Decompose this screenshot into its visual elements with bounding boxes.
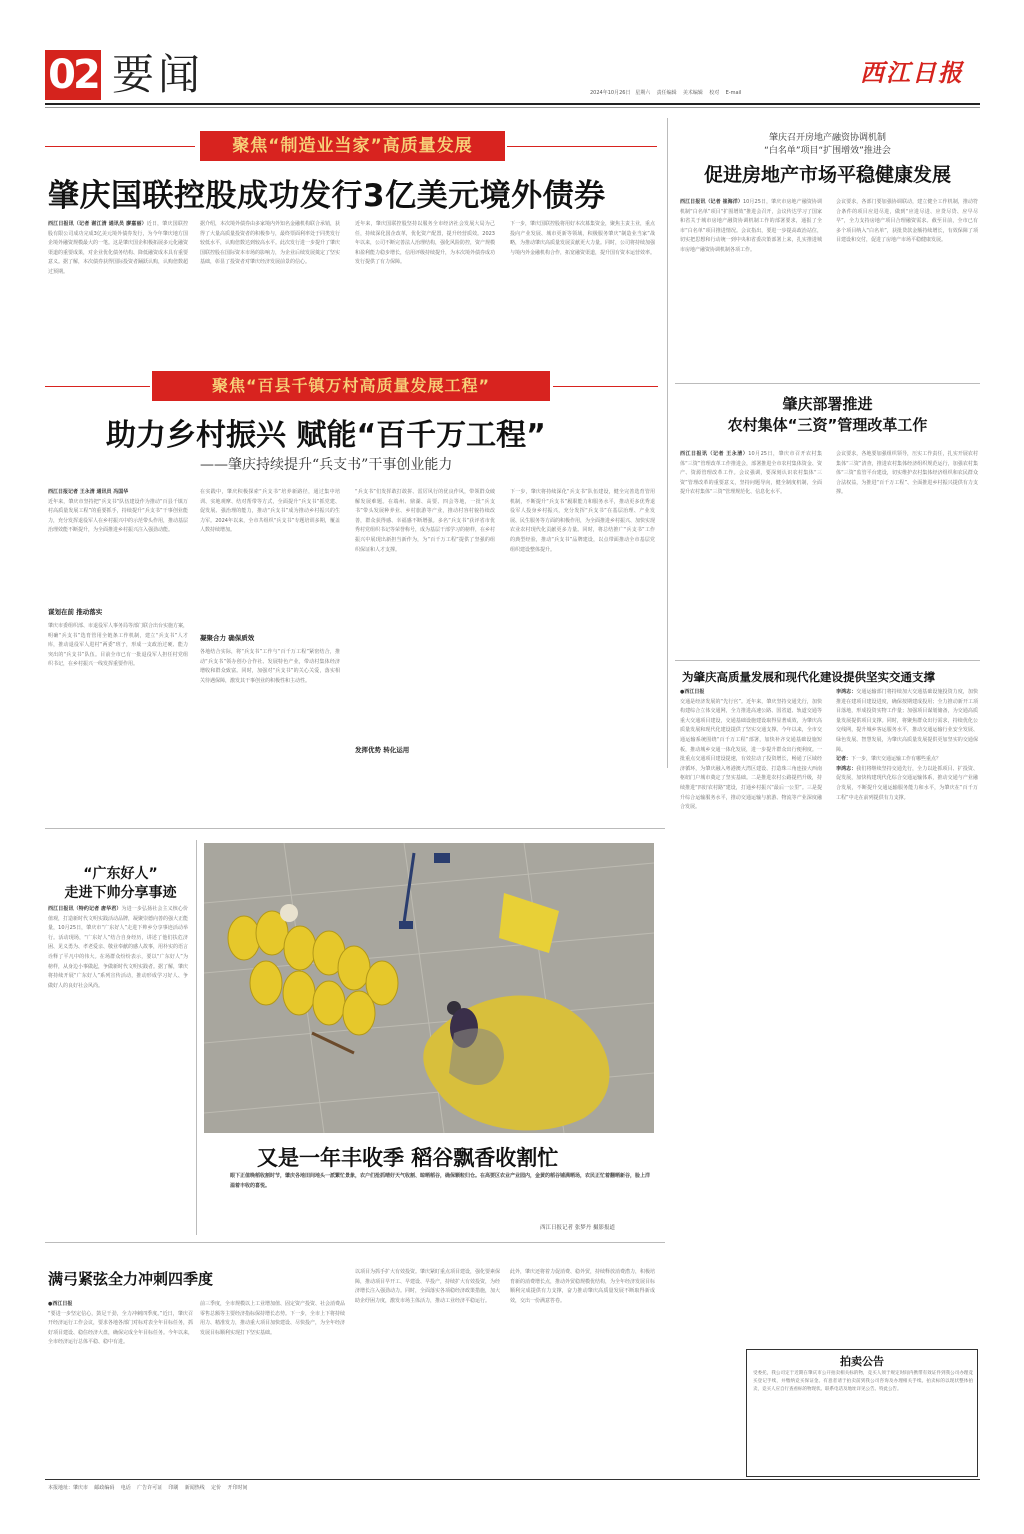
mid-story-col-1b: 肇庆市委组织部、市退役军人事务局等部门联合出台实施方案，明确“兵支书”选育管用全链条工作机制，建立“兵支书”人才库，推动退役军人进村“两委”班子，形成一支政治过硬、能力突出的“兵支书”队伍。目前全市已有一批退役军人担任村党组织书记，在乡村振兴一线发挥重要作用。 bbox=[48, 623, 188, 668]
mid-story-headline: 助力乡村振兴 赋能“百千万工程” bbox=[106, 418, 546, 453]
harvest-photo bbox=[204, 843, 654, 1133]
mid-section-3: 发挥优势 转化运用 bbox=[355, 746, 410, 754]
newspaper-logo: 西江日报 bbox=[860, 58, 964, 87]
top-right-kicker: 肇庆召开房地产融资协调机制 bbox=[768, 133, 886, 143]
bottom-story-col-1: ●西江日报 “要进一步坚定信心，鼓足干劲，全力冲刺四季度。”近日，肇庆召开经济运行工作会议，要求各地各部门对标对表全年目标任务，抓好项目建设、稳住经济大盘，确保完成全年目标任务。今年以来，全市经济运行总体平稳、稳中有进。 bbox=[48, 1301, 193, 1346]
right-divider-1 bbox=[675, 383, 980, 384]
mid-section-1: 谋划在前 推动落实 bbox=[48, 608, 103, 616]
right-story2-col-2: 会议要求，各地要加强组织领导，压实工作责任，扎实开展农村集体“三资”清查，推进农村集体经济组织规范运行，加强农村集体“三资”监管平台建设，切实维护农村集体经济组织和农民群众合法权益，为推进“百千万工程”、全面推进乡村振兴提供有力支撑。 bbox=[836, 451, 978, 496]
footer-line: 本报地址：肇庆市 邮政编码 电话 广告许可证 印刷 新闻热线 定价 开印时间 bbox=[48, 1485, 248, 1491]
right-story3-col-2: 李鸿志：交通运输部门将持续加大交通基础设施投资力度，加快推进在建项目建设进度，确保按期建成投用；全力推动新开工项目落地，形成投资实物工作量；加强项目谋划储备，为交通高质量发展提供项目支撑。同时，将聚焦群众出行需求，持续优化公交线网，提升城乡客运服务水平，推动交通运输行业安全发展、绿色发展、智慧发展，为肇庆高质量发展提供更加坚实的交通保障。 记者：下一步，肇庆交通运输工作有哪些重点？ 李鸿志：我们将继续坚持交通先行，全力以赴抓项目、扩投资、促发展，加快构建现代化综合交通运输体系，推动交通与产业融合发展，不断提升交通运输服务能力和水平，为肇庆在“百千万工程”中走在前列提供有力支撑。 bbox=[836, 689, 978, 801]
right-story3-headline: 为肇庆高质量发展和现代化建设提供坚实交通支撑 bbox=[682, 670, 935, 684]
mid-story-col-2b: 各地结合实际，将“兵支书”工作与“百千万工程”紧密结合，推动“兵支书”领办创办合作社、发展特色产业，带动村集体经济增收和群众致富。同时，加强对“兵支书”的关心关爱，落实相关待遇保障，激发其干事创业的积极性和主动性。 bbox=[200, 649, 340, 684]
column-divider bbox=[667, 118, 668, 768]
left-story-headline-2: 走进下帅分享事迹 bbox=[64, 885, 177, 901]
bottom-story-col-4: 此外，肇庆还将着力促消费、稳外贸，持续释放消费潜力，积极培育新的消费增长点，推动外贸稳规模优结构，为全年经济发展目标顺利完成提供有力支撑，奋力推动肇庆高质量发展不断取得新成效，交出一份满意答卷。 bbox=[510, 1269, 655, 1304]
banner2-rule-right bbox=[553, 386, 658, 387]
photo-caption: 眼下正值晚稻收割时节，肇庆各地田间地头一派繁忙景象，农户们抢抓晴好天气收割、晾晒稻谷，确保颗粒归仓。在高要区农业产业园内，金黄的稻谷铺满晒场，农民正忙着翻晒新谷，脸上洋溢着丰收的喜悦。 bbox=[230, 1173, 650, 1189]
mid-story-col-2: 在实践中，肇庆积极探索“兵支书”培养新路径，通过集中培训、实地观摩、结对帮带等方式，全面提升“兵支书”抓党建、促发展、强治理的能力，推动“兵支书”成为推动乡村振兴的生力军。2024年以来，全市共组织“兵支书”专题培训多期，覆盖人数持续增加。 bbox=[200, 489, 340, 534]
top-story-col-3: 近年来，肇庆国联控股坚持以服务全市经济社会发展大局为己任，持续深化国企改革，优化资产配置，提升经营质效。2023年以来，公司不断完善法人治理结构，强化风险防控，资产规模和盈利能力稳步增长，信用评级持续提升，为本次境外债券成功发行提供了有力保障。 bbox=[355, 221, 495, 266]
right-story2-headline-1: 肇庆部署推进 bbox=[782, 395, 873, 413]
top-story-col-1: 西江日报讯（记者 谢江清 通讯员 廖嘉丽）近日，肇庆国联控股有限公司成功完成3亿美元境外债券发行，为今年肇庆地方国企境外融资规模最大的一笔。这是肇庆国企积极拓展多元化融资渠道的重要成果，对企业优化债务结构、降低融资成本具有重要意义。据了解，本次债券获得国际投资者踊跃认购，认购倍数超过预期。 bbox=[48, 221, 188, 275]
mid-divider bbox=[45, 828, 665, 829]
mid-section-2: 凝聚合力 确保质效 bbox=[200, 634, 255, 642]
bottom-story-col-3: 以项目为抓手扩大有效投资。肇庆紧盯重点项目建设，强化要素保障，推动项目早开工、早建设、早投产，持续扩大有效投资，为经济增长注入强劲动力。同时，全面落实各项稳经济政策措施，加大助企纾困力度，激发市场主体活力，推动工业经济平稳运行。 bbox=[355, 1269, 500, 1304]
mid-story-subhead: ——肇庆持续提升“兵支书”干事创业能力 bbox=[200, 457, 453, 473]
mid-story-banner: 聚焦“百县千镇万村高质量发展工程” bbox=[152, 371, 550, 401]
header-rule bbox=[45, 103, 980, 105]
left-story-body: 西江日报讯（特约记者 唐华君）为进一步弘扬社会主义核心价值观，打造新时代文明实践活动品牌，凝聚崇德向善的强大正能量，10月25日，肇庆市“广东好人”走进下帅乡分享事迹活动举行。活动现场，“广东好人”结合自身经历，讲述了他们扶危济困、见义勇为、孝老爱亲、敬业奉献的感人故事，用朴实的语言诠释了平凡中的伟大。在场群众纷纷表示，要以“广东好人”为榜样，从身边小事做起，争做新时代文明实践者。据了解，肇庆将持续开展“广东好人”系列宣传活动，推动形成学习好人、争做好人的良好社会风尚。 bbox=[48, 906, 188, 989]
top-story-headline: 肇庆国联控股成功发行3亿美元境外债券 bbox=[48, 178, 606, 214]
header-rule-thin bbox=[45, 107, 980, 108]
page-number: 02 bbox=[45, 50, 101, 100]
right-story2-headline-2: 农村集体“三资”管理改革工作 bbox=[727, 416, 928, 434]
mid-story-col-1: 西江日报记者 王永清 通讯员 冯国华 近年来，肇庆市坚持把“兵支书”队伍建设作为推动“百县千镇万村高质量发展工程”的重要抓手，持续提升“兵支书”干事创业能力，充分发挥退役军人在乡村振兴中的示范带头作用，推动基层治理效能不断提升，为全面推进乡村振兴注入强劲动能。 bbox=[48, 489, 188, 534]
bottom-story-col-2: 前三季度，全市规模以上工业增加值、固定资产投资、社会消费品零售总额等主要经济指标保持增长态势。下一步，全市上下将持续用力、精准发力，推动重大项目加快建设、尽快投产，为全年经济发展目标顺利实现打下坚实基础。 bbox=[200, 1301, 345, 1336]
banner-rule-right bbox=[507, 146, 657, 147]
photo-credit: 西江日报记者 张梦丹 摄影报道 bbox=[540, 1225, 615, 1231]
right-story3-col-1: ●西江日报 交通是经济发展的“先行官”。近年来，肇庆坚持交通先行，加快构建综合立体交通网，全力推进高速公路、国省道、轨道交通等重大交通项目建设，交通基础设施建设取得显著成效，为肇庆高质量发展和现代化建设提供了坚实交通支撑。今年以来，全市交通运输系统围绕“百千万工程”部署，加快补齐交通基础设施短板，推动城乡交通一体化发展，进一步提升群众出行便利度。一批重点交通项目建设提速，有效拉动了投资增长，畅通了区域经济循环，为肇庆融入粤港澳大湾区建设、打造珠三角连接大西南枢纽门户城市奠定了坚实基础。二是推进农村公路提档升级，持续推进“四好农村路”建设，打通乡村振兴“最后一公里”。三是提升综合运输服务水平，推动交通运输与旅游、物流等产业深度融合发展。 bbox=[680, 689, 822, 811]
left-story-divider bbox=[196, 840, 197, 1235]
auction-notice-box bbox=[746, 1349, 978, 1477]
mid-story-col-4: 下一步，肇庆将持续深化“兵支书”队伍建设，健全完善选育管用机制，不断提升“兵支书”履职能力和服务水平，推动更多优秀退役军人投身乡村振兴，充分发挥“兵支书”在基层治理、产业发展、民生服务等方面的积极作用，为全面推进乡村振兴、加快实现农业农村现代化贡献更多力量。同时，将总结推广“兵支书”工作的典型经验，推动“兵支书”品牌建设，以点带面推动全市基层党组织建设整体提升。 bbox=[510, 489, 655, 553]
top-right-headline: 促进房地产市场平稳健康发展 bbox=[703, 164, 951, 186]
bottom-divider bbox=[45, 1242, 665, 1243]
mid-story-col-3: “兵支书”们发挥敢打敢拼、雷厉风行的优良作风，带领群众破解发展难题。在端州、鼎湖、高要、四会等地，一批“兵支书”带头发展种养业、乡村旅游等产业，推动村容村貌持续改善，群众获得感、幸福感不断增强。多名“兵支书”获评省市优秀村党组织书记等荣誉称号，成为基层干部学习的榜样，在乡村振兴中展现出新担当新作为，为“百千万工程”提供了坚强的组织保证和人才支撑。 bbox=[355, 489, 495, 553]
top-right-col-2: 会议要求，各部门要加强协调联动，建立健全工作机制，推动符合条件的项目应进尽进，做到“应进尽进、应贷尽贷、应早尽早”，全力支持房地产项目合理融资需求。截至目前，全市已有多个项目纳入“白名单”，获批贷款金额持续增长，有效保障了项目建设和交付，促进了房地产市场平稳健康发展。 bbox=[836, 199, 978, 244]
top-story-col-4: 下一步，肇庆国联控股将用好本次募集资金，聚焦主责主业，重点投向产业发展、城市更新等领域，积极服务肇庆“制造业当家”战略，为推动肇庆高质量发展贡献更大力量。同时，公司将持续加强与境内外金融机构合作，拓宽融资渠道，提升国有资本运营效率。 bbox=[510, 221, 655, 256]
footer-rule bbox=[45, 1479, 980, 1480]
right-story2-col-1: 西江日报讯（记者 王永清）10月25日，肇庆市召开农村集体“三资”管理改革工作推进会，部署推进全市农村集体资金、资产、资源管理改革工作。会议强调，要深刻认识农村集体“三资”管理改革的重要意义，坚持问题导向，健全制度机制，全面提升农村集体“三资”管理规范化、信息化水平。 bbox=[680, 451, 822, 496]
top-right-kicker-2: “白名单”项目“扩围增效”推进会 bbox=[764, 146, 891, 156]
auction-notice-body: 受委托，我公司定于近期在肇庆市公开拍卖相关标的物，竞买人须于规定时间内携带有效证件到我公司办理竞买登记手续，并缴纳竞买保证金。有意者请于拍卖前到我公司咨询及办理相关手续。拍卖标的以现状整体拍卖，竞买人应自行查看标的物现状。联系电话及地址详见公告。特此公告。 bbox=[753, 1371, 973, 1392]
top-right-col-1: 西江日报讯（记者 崔海洋）10月25日，肇庆市房地产融资协调机制“白名单”项目“扩围增效”推进会召开，会议传达学习了国家和省关于城市房地产融资协调机制工作的部署要求，通报了全市“白名单”项目推进情况。会议指出，要进一步提高政治站位，切实把思想和行动统一到中央和省委决策部署上来，扎实推进城市房地产融资协调机制各项工作。 bbox=[680, 199, 822, 253]
auction-notice-title: 拍卖公告 bbox=[840, 1355, 884, 1368]
left-story-headline-1: “广东好人” bbox=[83, 866, 158, 882]
header-meta-line: 2024年10月26日 星期六 责任编辑 美术编辑 校对 E-mail bbox=[590, 90, 742, 96]
right-divider-2 bbox=[675, 660, 980, 661]
top-story-col-2: 据介绍，本次境外债券由多家境内外知名金融机构联合承销，获得了大量高质量投资者的积极参与，最终票面利率处于同类发行较低水平，认购倍数达到较高水平。此次发行进一步提升了肇庆国联控股在国际资本市场的影响力，为企业后续发展奠定了坚实基础，彰显了投资者对肇庆经济发展前景的信心。 bbox=[200, 221, 340, 266]
photo-story-headline: 又是一年丰收季 稻谷飘香收割忙 bbox=[257, 1146, 559, 1170]
bottom-story-headline: 满弓紧弦全力冲刺四季度 bbox=[48, 1270, 214, 1288]
banner-rule-left bbox=[45, 146, 195, 147]
top-story-banner: 聚焦“制造业当家”高质量发展 bbox=[200, 131, 505, 161]
banner2-rule-left bbox=[45, 386, 150, 387]
section-title: 要闻 bbox=[112, 50, 205, 99]
